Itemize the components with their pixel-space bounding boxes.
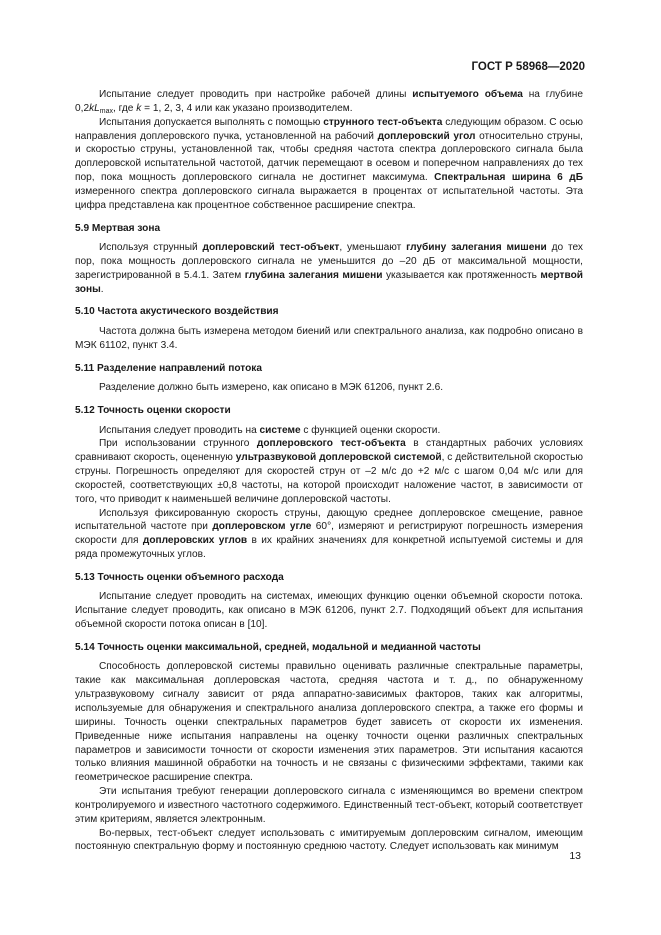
page-number: 13: [569, 850, 581, 862]
paragraph: Частота должна быть измерена методом биений или спектрального анализа, как подробно описано в МЭК 61102, пункт 3.4.: [75, 325, 583, 351]
paragraph: Испытание следует проводить при настройке рабочей длины испытуемого объема на глубине $0,2kL_{max}$, где k = 1, 2, 3, 4 или как указано производителем.: [75, 89, 583, 115]
paragraph: Способность доплеровской системы правильно оценивать различные спектральные параметры, такие как максимальная доплеровская частота, средняя частота и т. д., по обнаруженному ультразвуковому сигналу зависит от ряда аппаратно-зависимых факторов, таких как алгоритмы, используемые для обнаружения и спектрального анализа доплеровского спектра, а также его формы и ширины. Точность оценки спектральных параметров будет зависеть от скорости их изменения. Приведенные ниже испытания направлены на оценку точности оценки различных спектральных параметров и зависимости точности от скорости изменения этих параметров. Эти испытания касаются только влияния машинной обработки на точность и не связаны с физическими эффектами, такими как геометрическое расширение спектра.: [75, 661, 583, 784]
document-body: [75, 88, 583, 854]
paragraph: При использовании струнного доплеровского тест-объекта в стандартных рабочих условиях сравнивают скорость, оцененную ультразвуковой доплеровской системой, с действительной скоростью струны. Погрешность определяют для скоростей струн от –2 м/с до +2 м/с с шагом 0,04 м/с или для скоростей, соответствующих ±0,8 частоты, на которой происходит наложение частот, в зависимости от того, что приводит к наименьшей величине доплеровской частоты.: [75, 438, 583, 505]
section-heading-5-14: 5.14 Точность оценки максимальной, средней, модальной и медианной частоты: [75, 641, 481, 653]
document-standard-id: ГОСТ Р 58968—2020: [471, 61, 585, 73]
paragraph: Используя фиксированную скорость струны, дающую среднее доплеровское смещение, равное испытательной частоте при доплеровском угле 60°, измеряют и регистрируют погрешность измерения скорости для доплеровских углов в их крайних значениях для конкретной испытуемой системы и для ряда промежуточных углов.: [75, 507, 583, 561]
paragraph: Разделение должно быть измерено, как описано в МЭК 61206, пункт 2.6.: [99, 382, 444, 394]
paragraph: Испытание следует проводить на системах, имеющих функцию оценки объемной скорости потока. Испытание следует проводить, как описано в МЭК 61206, пункт 2.7. Подходящий объект для испытания объемной скорости потока описан в [10].: [75, 591, 583, 631]
paragraph: Испытания следует проводить на системе с функцией оценки скорости.: [99, 424, 441, 436]
paragraph: Используя струнный доплеровский тест-объект, уменьшают глубину залегания мишени до тех пор, пока мощность доплеровского сигнала не уменьшится до –20 дБ от максимальной мощности, зарегистрированной в 5.4.1. Затем глубина залегания мишени указывается как протяженность мертвой зоны.: [75, 242, 583, 295]
paragraph: Эти испытания требуют генерации доплеровского сигнала с изменяющимся во времени спектром контролируемого и известного частотного содержимого. Единственный тест-объект, который соответствует этим критериям, является электронным.: [75, 786, 583, 825]
paragraph: Во-первых, тест-объект следует использовать с имитируемым доплеровским сигналом, имеющим постоянную спектральную форму и постоянную среднюю частоту. Следует использовать как минимум: [75, 827, 583, 853]
section-heading-5-11: 5.11 Разделение направлений потока: [75, 362, 262, 374]
section-heading-5-12: 5.12 Точность оценки скорости: [75, 405, 231, 416]
paragraph: Испытания допускается выполнять с помощью струнного тест-объекта следующим образом. С осью направления доплеровского пучка, установленной на рабочий доплеровский угол относительно струны, и скоростью струны, установленной так, чтобы средняя частота спектра доплеровского сигнала была доплеровской испытательной частотой, датчик перемещают в осевом и поперечном направлениях до тех пор, пока мощность доплеровского сигнала не достигнет максимума. Спектральная ширина 6 дБ измеренного спектра доплеровского сигнала выражается в процентах от испытательной частоты. Эта цифра представлена как процентное собственное расширение спектра.: [75, 116, 583, 211]
section-heading-5-10: 5.10 Частота акустического воздействия: [75, 306, 279, 318]
section-heading-5-13: 5.13 Точность оценки объемного расхода: [75, 571, 284, 583]
section-heading-5-9: 5.9 Мертвая зона: [75, 222, 161, 234]
